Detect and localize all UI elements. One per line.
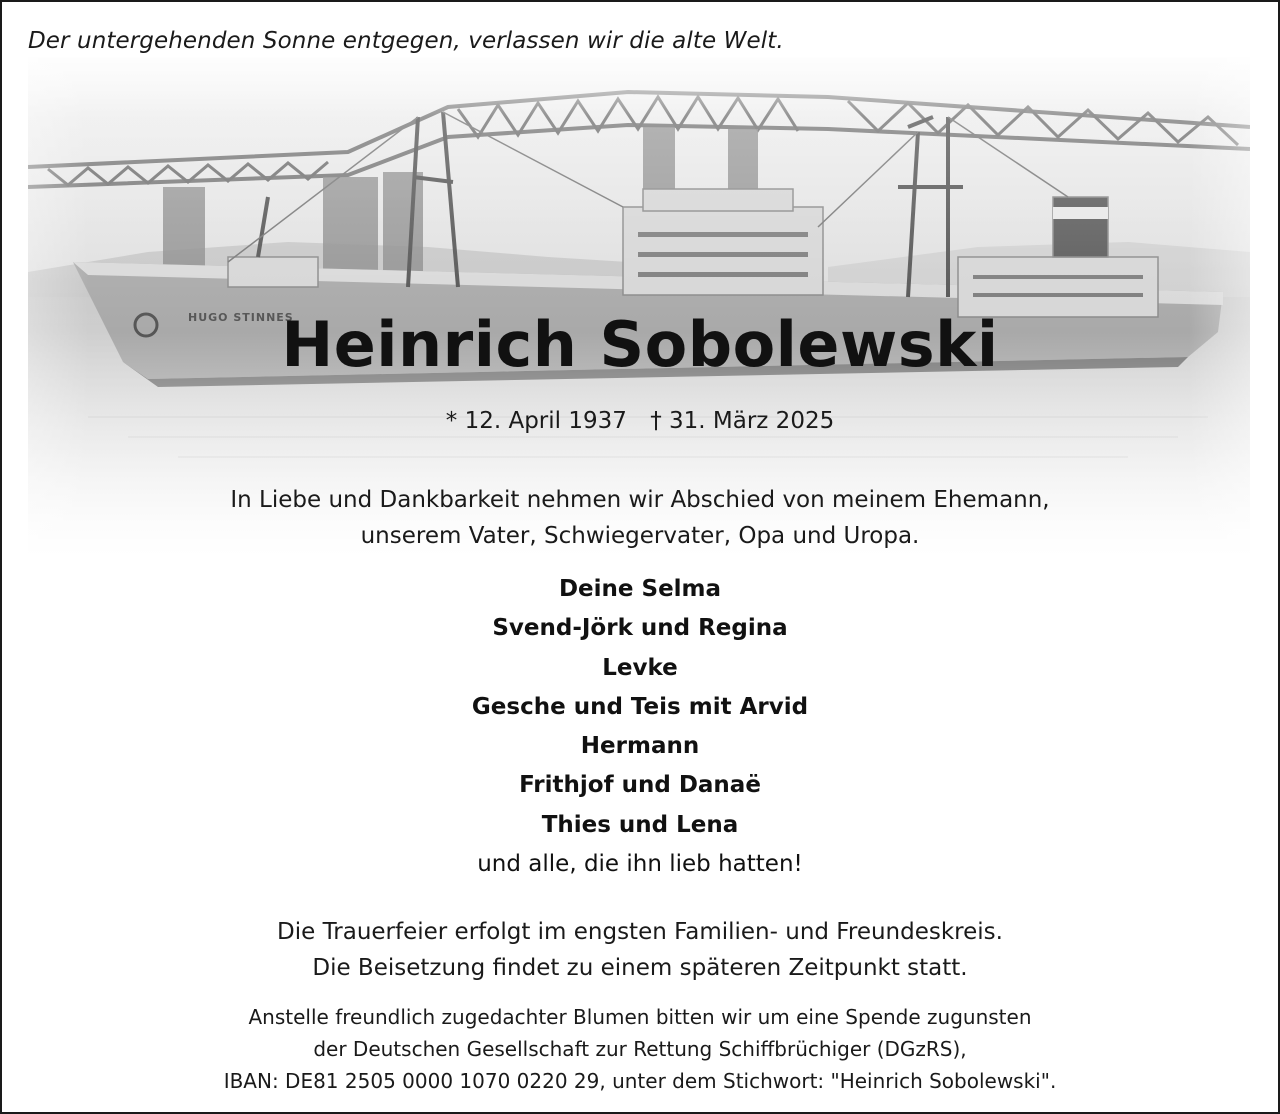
- mourners-list: [2, 570, 1278, 884]
- service-line: Die Trauerfeier erfolgt im engsten Familien- und Freundeskreis.: [277, 919, 1003, 945]
- service-line: Die Beisetzung findet zu einem späteren Zeitpunkt statt.: [312, 955, 968, 981]
- mourner-name: Levke: [602, 654, 678, 681]
- mourner-name: Thies und Lena: [541, 811, 739, 838]
- mourners-closing: und alle, die ihn lieb hatten!: [477, 851, 803, 878]
- mourner-name: Svend-Jörk und Regina: [492, 615, 788, 642]
- death-date: † 31. März 2025: [650, 408, 835, 434]
- mourner-name: Gesche und Teis mit Arvid: [471, 693, 809, 720]
- donation-line: der Deutschen Gesellschaft zur Rettung Schiffbrüchiger (DGzRS),: [313, 1037, 967, 1061]
- mourner-name: Hermann: [580, 733, 700, 760]
- farewell-line: unserem Vater, Schwiegervater, Opa und Uropa.: [360, 523, 920, 549]
- mourner-name: Frithjof und Danaë: [519, 772, 761, 799]
- funeral-service-note: [2, 914, 1278, 986]
- quote-text: Der untergehenden Sonne entgegen, verlassen wir die alte Welt.: [28, 28, 784, 54]
- donation-line: Anstelle freundlich zugedachter Blumen bitten wir um eine Spende zugunsten: [248, 1005, 1032, 1029]
- life-dates: [2, 408, 1278, 434]
- deceased-name: Heinrich Sobolewski: [281, 308, 999, 381]
- farewell-text: [2, 482, 1278, 554]
- donation-request: [2, 1001, 1278, 1097]
- mourner-name: Deine Selma: [558, 576, 722, 602]
- farewell-line: In Liebe und Dankbarkeit nehmen wir Abschied von meinem Ehemann,: [230, 487, 1050, 513]
- birth-date: * 12. April 1937: [445, 408, 627, 434]
- donation-iban: IBAN: DE81 2505 0000 1070 0220 29, unter dem Stichwort: "Heinrich Sobolewski".: [223, 1069, 1057, 1093]
